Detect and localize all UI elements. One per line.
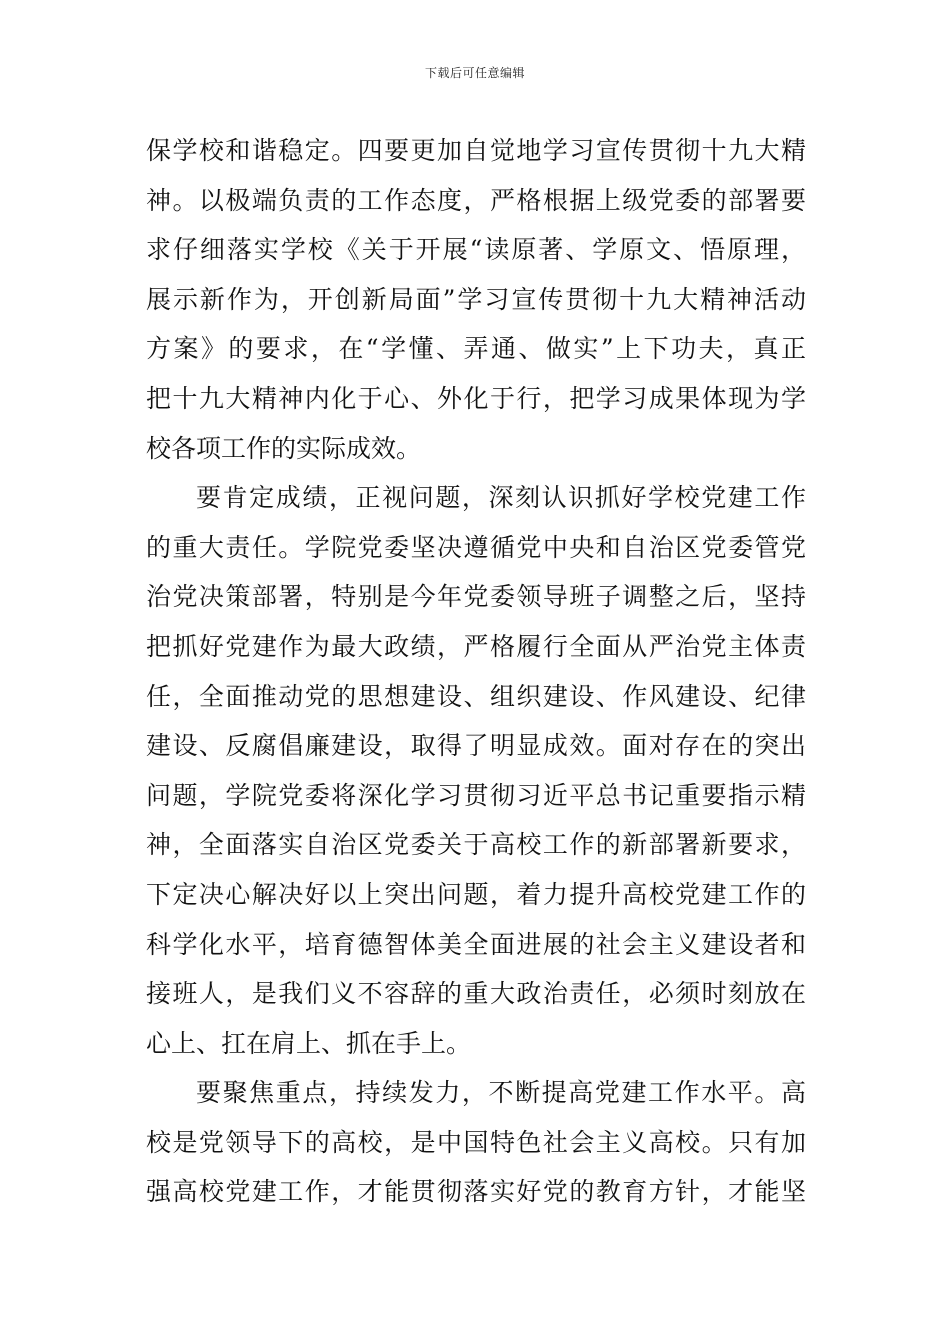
text-line: 校各项工作的实际成效。 [146,433,422,463]
text-line: 建设、反腐倡廉建设，取得了明显成效。面对存在的突出 [146,731,806,761]
text-line: 任，全面推动党的思想建设、组织建设、作风建设、纪律 [146,681,806,711]
text-line: 保学校和谐稳定。四要更加自觉地学习宣传贯彻十九大精 [146,136,806,165]
text-line: 接班人，是我们义不容辞的重大政治责任，必须时刻放在 [146,979,806,1009]
page-header-note: 下载后可任意编辑 [424,66,525,80]
text-line: 的重大责任。学院党委坚决遵循党中央和自治区党委管党 [146,532,806,562]
text-line: 科学化水平，培育德智体美全面进展的社会主义建设者和 [146,929,806,959]
text-line: 校是党领导下的高校，是中国特色社会主义高校。只有加 [146,1127,806,1157]
text-line: 心上、扛在肩上、抓在手上。 [146,1028,472,1058]
text-line: 求仔细落实学校《关于开展“读原著、学原文、悟原理， [146,235,806,265]
text-line: 方案》的要求，在“学懂、弄通、做实”上下功夫，真正 [146,334,806,364]
text-line: 把十九大精神内化于心、外化于行，把学习成果体现为学 [146,383,806,413]
text-line: 把抓好党建作为最大政绩，严格履行全面从严治党主体责 [146,631,806,661]
text-line: 神，全面落实自治区党委关于高校工作的新部署新要求， [146,830,806,860]
text-line: 问题，学院党委将深化学习贯彻习近平总书记重要指示精 [146,780,806,810]
text-line: 下定决心解决好以上突出问题，着力提升高校党建工作的 [146,879,806,909]
text-line: 强高校党建工作，才能贯彻落实好党的教育方针，才能坚 [146,1177,806,1207]
text-line: 神。以极端负责的工作态度，严格根据上级党委的部署要 [146,185,806,215]
paragraph-first-line: 要肯定成绩，正视问题，深刻认识抓好学校党建工作 [196,483,806,513]
document-body [146,126,806,1217]
paragraph-first-line: 要聚焦重点，持续发力，不断提高党建工作水平。高 [196,1078,806,1108]
text-line: 展示新作为，开创新局面”学习宣传贯彻十九大精神活动 [146,284,806,314]
text-line: 治党决策部署，特别是今年党委领导班子调整之后，坚持 [146,582,806,612]
